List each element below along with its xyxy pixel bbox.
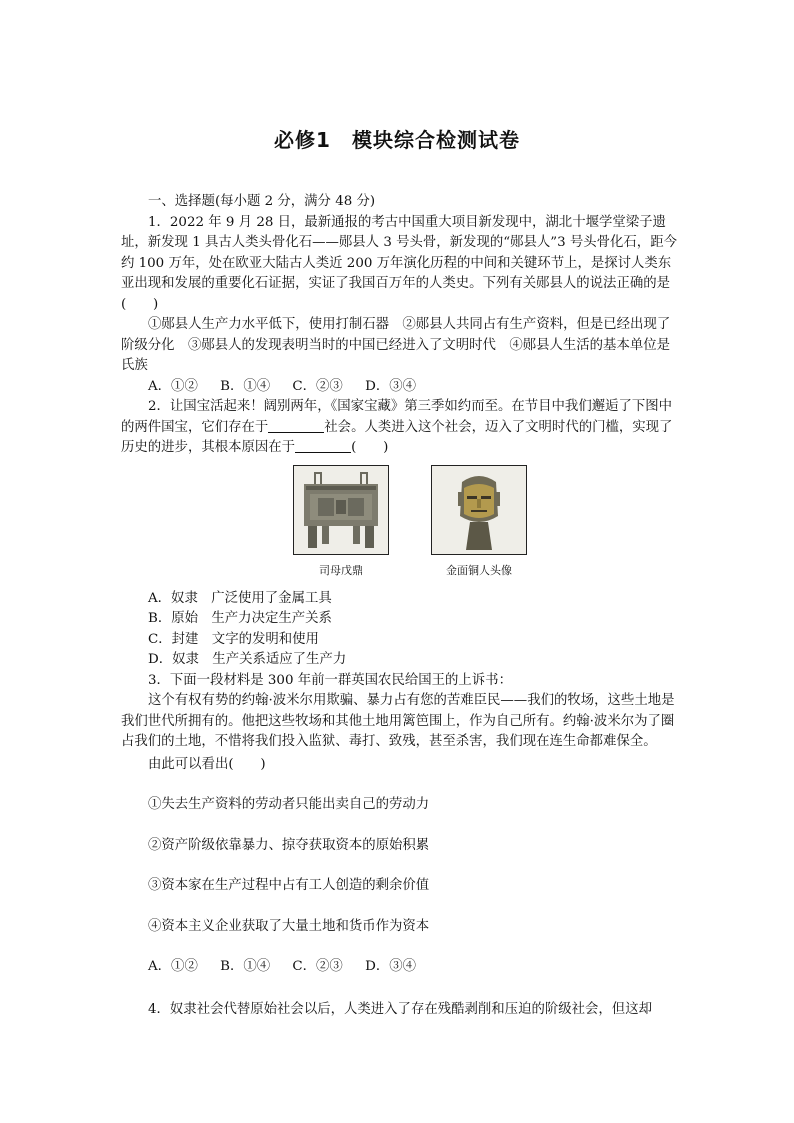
question-1-statements: ①郧县人生产力水平低下，使用打制石器 ②郧县人共同占有生产资料，但是已经出现了阶级分化 ③郧县人的发现表明当时的中国已经进入了文明时代 ④郧县人生活的基本单位是氏族 — [121, 317, 671, 373]
question-1-options — [121, 377, 677, 398]
question-3-options — [121, 957, 677, 978]
q2-blank-1 — [268, 418, 324, 433]
q1-option-a[interactable]: A．①② — [148, 378, 198, 394]
ding-image — [293, 465, 389, 555]
q3-option-a[interactable]: A．①② — [148, 959, 198, 974]
page-title: 必修1 模块综合检测试卷 — [274, 128, 520, 152]
q1-option-c[interactable]: C．②③ — [292, 378, 343, 394]
q1-option-b[interactable]: B．①④ — [220, 378, 271, 394]
bronze-head-image — [431, 465, 527, 555]
q2-blank-2 — [295, 438, 351, 453]
q2-option-d[interactable]: D．奴隶 生产关系适应了生产力 — [148, 652, 347, 667]
question-3-prompt: 由此可以看出( ) — [148, 756, 266, 772]
ding-icon — [294, 466, 388, 554]
question-2-figures — [121, 465, 677, 585]
figure-caption: 金面铜人头像 — [446, 563, 512, 577]
q2-option-a[interactable]: A．奴隶 广泛使用了金属工具 — [148, 590, 332, 606]
question-3-material: 这个有权有势的约翰·波米尔用欺骗、暴力占有您的苦难臣民——我们的牧场，这些土地是我们世代所拥有的。他把这些牧场和其他土地用篱笆围上，作为自己所有。约翰·波米尔为了圈占我们的土地，不惜将我们投入监狱、毒打、致残，甚至杀害，我们现在连生命都难保全。 — [121, 693, 675, 749]
section-heading: 一、选择题(每小题 2 分，满分 48 分) — [148, 194, 376, 209]
question-3-stem: 3．下面一段材料是 300 年前一群英国农民给国王的上诉书： — [148, 672, 512, 688]
figure-gold-mask-bronze-head — [431, 465, 527, 582]
bronze-head-icon — [432, 466, 526, 554]
q2-option-c[interactable]: C．封建 文字的发明和使用 — [148, 631, 319, 647]
q3-option-c[interactable]: C．②③ — [292, 959, 343, 974]
figure-caption: 司母戊鼎 — [319, 563, 363, 577]
q3-option-d[interactable]: D．③④ — [365, 959, 416, 974]
figure-simuwu-ding — [293, 465, 389, 582]
q2-option-b[interactable]: B．原始 生产力决定生产关系 — [148, 611, 332, 626]
question-1-stem: 1．2022 年 9 月 28 日，最新通报的考古中国重大项目新发现中，湖北十堰学堂梁子遗址，新发现 1 具古人类头骨化石——郧县人 3 号头骨，新发现的“郧县人”3 号头骨化石，距今约 100 万年，处在欧亚大陆古人类近 200 万年演化历程的中间和关键环节上，是探讨人类东亚出现和发展的重要化石证据，实证了我国百万年的人类史。下列有关郧县人的说法正确的是( ) — [121, 214, 677, 312]
question-2-stem — [121, 397, 677, 459]
q3-statement-4: ④资本主义企业获取了大量土地和货币作为资本 — [148, 918, 430, 934]
question-4-stem: 4．奴隶社会代替原始社会以后，人类进入了存在残酷剥削和压迫的阶级社会，但这却 — [148, 1001, 652, 1017]
q3-statement-1: ①失去生产资料的劳动者只能出卖自己的劳动力 — [148, 797, 430, 812]
q3-statement-2: ②资产阶级依靠暴力、掠夺获取资本的原始积累 — [148, 837, 430, 853]
q2-stem-part-b: 社会。人类进入这个社会，迈入了文明时代的门槛，实现了历史的进步，其根本原因在于 — [121, 419, 673, 455]
q1-option-d[interactable]: D．③④ — [365, 378, 416, 394]
q3-statement-3: ③资本家在生产过程中占有工人创造的剩余价值 — [148, 878, 430, 893]
q2-stem-part-c: ( ) — [351, 440, 389, 455]
q2-stem-part-a: 2．让国宝活起来！阔别两年，《国家宝藏》第三季如约而至。在节目中我们邂逅了下图中的两件国宝，它们存在于 — [121, 399, 673, 435]
q3-option-b[interactable]: B．①④ — [220, 959, 271, 974]
content — [121, 192, 677, 1020]
